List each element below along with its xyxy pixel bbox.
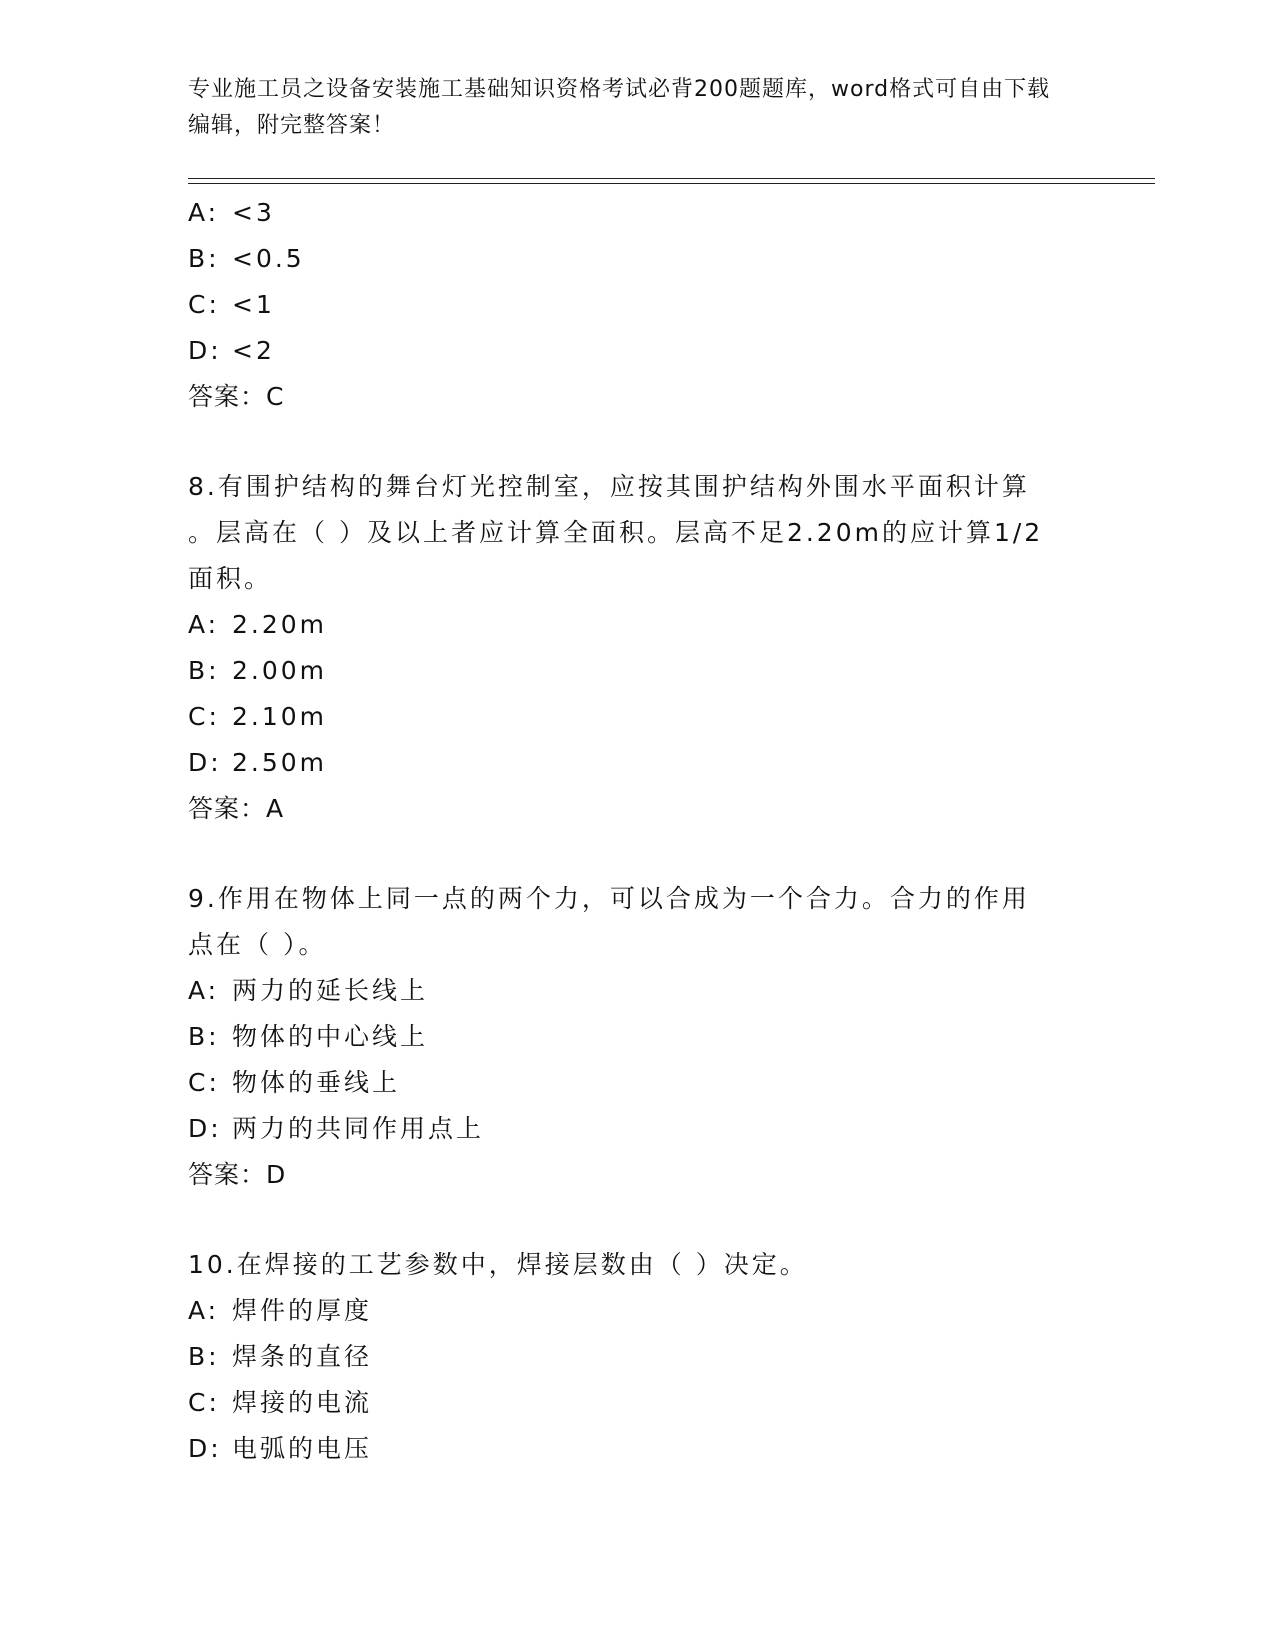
option-b: B: 2.00m: [188, 656, 328, 685]
question-block-8: [188, 464, 1068, 832]
option-d: D: 两力的共同作用点上: [188, 1114, 485, 1143]
option-a: A: 焊件的厚度: [188, 1296, 373, 1325]
question-text-line: 点在（ ）。: [188, 930, 327, 959]
option-a: A: 两力的延长线上: [188, 976, 429, 1005]
option-d: D: 电弧的电压: [188, 1434, 373, 1463]
answer: 答案：A: [188, 794, 285, 823]
option-d: D: <2: [188, 336, 275, 365]
question-text-line: 面积。: [188, 564, 273, 593]
question-list: [188, 190, 1068, 1472]
option-b: B: <0.5: [188, 244, 305, 273]
option-c: C: 2.10m: [188, 702, 328, 731]
question-block-10: [188, 1242, 1068, 1472]
question-text-line: 。层高在（ ）及以上者应计算全面积。层高不足2.20m的应计算1/2: [188, 518, 1044, 547]
option-d: D: 2.50m: [188, 748, 328, 777]
option-a: A: 2.20m: [188, 610, 328, 639]
document-header: 专业施工员之设备安装施工基础知识资格考试必背200题题库，word格式可自由下载编辑，附完整答案！: [188, 77, 1051, 138]
option-c: C: <1: [188, 290, 275, 319]
question-block-9: [188, 876, 1068, 1198]
option-c: C: 焊接的电流: [188, 1388, 373, 1417]
question-block-7: [188, 190, 1068, 420]
answer: 答案：D: [188, 1160, 287, 1189]
option-b: B: 焊条的直径: [188, 1342, 373, 1371]
header-rule-bottom: [188, 183, 1155, 184]
option-b: B: 物体的中心线上: [188, 1022, 429, 1051]
option-c: C: 物体的垂线上: [188, 1068, 401, 1097]
question-text-line: 8.有围护结构的舞台灯光控制室，应按其围护结构外围水平面积计算: [188, 472, 1030, 501]
option-a: A: <3: [188, 198, 275, 227]
answer: 答案：C: [188, 382, 285, 411]
header-rule-top: [188, 178, 1155, 179]
question-text-line: 10.在焊接的工艺参数中，焊接层数由（ ）决定。: [188, 1250, 808, 1279]
question-text-line: 9.作用在物体上同一点的两个力，可以合成为一个合力。合力的作用: [188, 884, 1030, 913]
